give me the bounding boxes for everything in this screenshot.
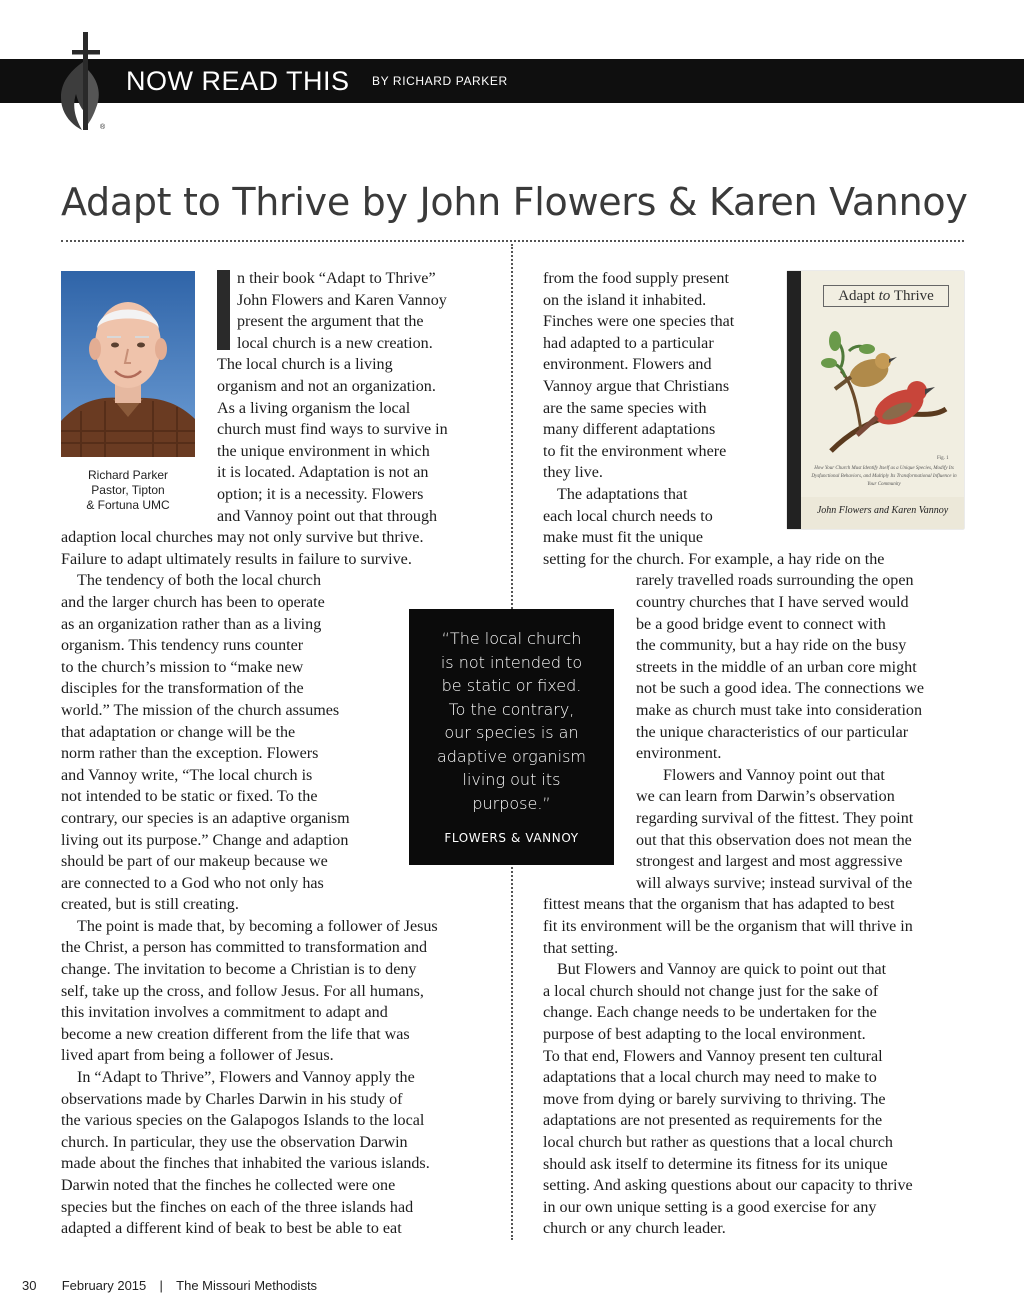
caption-church: & Fortuna UMC	[86, 498, 170, 512]
text-line: streets in the middle of an urban core might	[636, 658, 917, 676]
right-column-beside-quote	[636, 570, 924, 894]
text-line: local church is a new creation.	[237, 334, 433, 352]
text-line: disciples for the transformation of the	[61, 680, 304, 698]
pull-quote-attribution: FLOWERS & VANNOY	[444, 831, 579, 845]
text-line: the unique characteristics of our particular	[636, 723, 909, 741]
portrait-caption	[62, 468, 194, 513]
book-title-word: to	[878, 288, 891, 304]
text-line: To that end, Flowers and Vannoy present ten cultural	[543, 1047, 883, 1065]
text-line: should be part of our makeup because we	[61, 853, 328, 871]
text-line: Finches were one species that	[543, 313, 735, 331]
cross-and-flame-icon	[56, 30, 108, 134]
text-line: fit its environment will be the organism that will thrive in	[543, 917, 913, 935]
text-line: not be such a good idea. The connections we	[636, 680, 924, 698]
text-line: from the food supply present	[543, 270, 729, 287]
text-line: this invitation involves a commitment to adapt and	[61, 1004, 388, 1022]
text-line: they live.	[543, 464, 603, 482]
text-line: The tendency of both the local church	[77, 572, 321, 590]
pull-quote-line: is not intended to	[440, 652, 583, 672]
text-line: adaptations that a local church may need to make to	[543, 1069, 877, 1087]
text-line: As a living organism the local	[217, 399, 411, 417]
text-line: rarely travelled roads surrounding the open	[636, 572, 914, 590]
text-line: Failure to adapt ultimately results in failure to survive.	[61, 550, 412, 568]
text-line: church. In particular, they use the observation Darwin	[61, 1133, 408, 1151]
text-line: and the larger church has been to operate	[61, 593, 325, 611]
text-line: The adaptations that	[557, 485, 688, 503]
pull-quote-text	[409, 627, 614, 815]
text-line: that adaptation or change will be the	[61, 723, 296, 741]
text-line: adaption local churches may not only survive but thrive.	[61, 529, 424, 547]
book-title-word: Adapt	[838, 288, 875, 304]
text-line: out that this observation does not mean the	[636, 831, 912, 849]
right-column-top	[543, 268, 884, 570]
text-line: make must fit the unique	[543, 529, 704, 547]
text-line: present the argument that the	[237, 313, 424, 331]
text-line: on the island it inhabited.	[543, 291, 707, 309]
text-line: option; it is a necessity. Flowers	[217, 485, 424, 503]
text-line: self, take up the cross, and follow Jesus. For all humans,	[61, 982, 424, 1000]
text-line: adapted a different kind of beak to best be able to eat	[61, 1220, 402, 1238]
text-line: observations made by Charles Darwin in his study of	[61, 1090, 403, 1108]
text-line: become a new creation different from the life that was	[61, 1025, 410, 1043]
text-line: regarding survival of the fittest. They point	[636, 809, 914, 827]
text-line: Darwin noted that the finches he collected were one	[61, 1177, 396, 1194]
pull-quote-line: adaptive organism	[436, 746, 587, 766]
text-line: that setting.	[543, 939, 619, 957]
text-line: it is located. Adaptation is not an	[217, 464, 429, 482]
text-line: adaptations are not presented as requirements for the	[543, 1112, 883, 1130]
registered-mark: ®	[100, 124, 106, 131]
book-title-word: Thrive	[893, 288, 934, 304]
pull-quote-line: our species is an	[444, 723, 579, 742]
pull-quote-line: “The local church	[441, 629, 582, 648]
caption-name: Richard Parker	[87, 468, 169, 482]
text-line: environment.	[636, 745, 722, 763]
text-line: species but the finches on each of the three islands had	[61, 1198, 414, 1216]
text-line: Vannoy argue that Christians	[543, 377, 730, 395]
text-line: lived apart from being a follower of Jesus.	[61, 1047, 334, 1065]
text-line: environment. Flowers and	[543, 356, 712, 374]
text-line: n their book “Adapt to Thrive”	[237, 270, 436, 287]
text-line: organism. This tendency runs counter	[61, 637, 304, 655]
section-title: NOW READ THIS	[126, 66, 350, 96]
text-line: not intended to be static or fixed. To the	[61, 788, 318, 806]
book-figure-label: Fig. 1	[937, 456, 949, 461]
text-line: the Christ, a person has committed to transformation and	[61, 939, 428, 957]
text-line: organism and not an organization.	[217, 377, 436, 395]
left-column-intro	[237, 268, 447, 354]
text-line: strongest and largest and most aggressive	[636, 853, 903, 871]
text-line: church or any church leader.	[543, 1220, 726, 1238]
text-line: world.” The mission of the church assumes	[61, 701, 340, 719]
text-line: in our own unique setting is a good exercise for any	[543, 1198, 877, 1216]
text-line: John Flowers and Karen Vannoy	[237, 291, 447, 309]
text-line: should ask itself to determine its fitness for its unique	[543, 1155, 888, 1173]
text-line: will always survive; instead survival of the	[636, 874, 913, 892]
article-headline: Adapt to Thrive by John Flowers & Karen Vannoy	[61, 180, 968, 224]
text-line: setting. And asking questions about our capacity to thrive	[543, 1177, 913, 1195]
book-subtitle: How Your Church Must Identify Itself as a Unique Species, Modify Its Dysfunctional Behaviors, and Multiply Its Transformational Influence in Your Community	[811, 466, 957, 487]
text-line: as an organization rather than as a living	[61, 615, 322, 633]
publication-name: The Missouri Methodists	[176, 1278, 318, 1293]
text-line: are the same species with	[543, 399, 707, 417]
text-line: and Vannoy write, “The local church is	[61, 766, 313, 784]
text-line: living out its purpose.” Change and adaption	[61, 831, 349, 849]
author-portrait	[61, 271, 195, 457]
text-line: change. The invitation to become a Christian is to deny	[61, 961, 417, 979]
text-line: Flowers and Vannoy point out that	[663, 766, 885, 784]
book-authors: John Flowers and Karen Vannoy	[816, 505, 949, 516]
text-line: are connected to a God who not only has	[61, 874, 324, 892]
text-line: to fit the environment where	[543, 442, 727, 460]
text-line: But Flowers and Vannoy are quick to point out that	[557, 961, 887, 979]
pull-quote-line: To the contrary,	[448, 699, 575, 719]
text-line: to the church’s mission to “make new	[61, 658, 304, 676]
text-line: fittest means that the organism that has adapted to best	[543, 896, 895, 914]
left-column-beside-photo	[217, 354, 448, 527]
text-line: and Vannoy point out that through	[217, 507, 438, 525]
page-number: 30	[22, 1278, 37, 1293]
text-line: many different adaptations	[543, 421, 716, 439]
text-line: created, but is still creating.	[61, 896, 239, 914]
page-footer	[22, 1278, 317, 1293]
text-line: contrary, our species is an adaptive organism	[61, 809, 350, 827]
text-line: The point is made that, by becoming a follower of Jesus	[77, 917, 438, 935]
text-line: the community, but a hay ride on the busy	[636, 637, 907, 655]
text-line: country churches that I have served would	[636, 593, 909, 611]
text-line: had adapted to a particular	[543, 334, 714, 352]
text-line: a local church should not change just for the sake of	[543, 982, 879, 1000]
pull-quote-line: be static or fixed.	[441, 676, 582, 695]
pull-quote-box	[409, 609, 614, 865]
text-line: make as church must take into consideration	[636, 701, 923, 719]
headline-divider	[61, 240, 964, 242]
text-line: each local church needs to	[543, 507, 713, 525]
text-line: made about the finches that inhabited the various islands.	[61, 1155, 430, 1173]
text-line: setting for the church. For example, a hay ride on the	[543, 550, 885, 568]
text-line: the various species on the Galapogos Islands to the local	[61, 1112, 425, 1130]
caption-role: Pastor, Tipton	[91, 483, 165, 497]
pull-quote-line: living out its	[462, 770, 561, 789]
pull-quote-line: purpose.”	[472, 793, 551, 813]
right-column-bottom	[543, 894, 913, 1240]
text-line: move from dying or barely surviving to thriving. The	[543, 1090, 886, 1108]
text-line: be a good bridge event to connect with	[636, 615, 886, 633]
text-line: In “Adapt to Thrive”, Flowers and Vannoy apply the	[77, 1069, 415, 1087]
text-line: norm rather than the exception. Flowers	[61, 745, 319, 763]
text-line: The local church is a living	[217, 356, 393, 374]
text-line: church must find ways to survive in	[217, 421, 448, 439]
text-line: purpose of best adapting to the local environment.	[543, 1025, 866, 1043]
text-line: the unique environment in which	[217, 442, 430, 460]
left-column-body	[61, 527, 438, 1240]
footer-separator: |	[159, 1278, 163, 1293]
issue-date: February 2015	[61, 1278, 147, 1293]
text-line: we can learn from Darwin’s observation	[636, 788, 895, 806]
drop-cap-I	[217, 270, 230, 350]
byline: BY RICHARD PARKER	[372, 74, 508, 88]
text-line: local church but rather as questions that a local church	[543, 1133, 893, 1151]
text-line: change. Each change needs to be undertaken for the	[543, 1004, 877, 1022]
